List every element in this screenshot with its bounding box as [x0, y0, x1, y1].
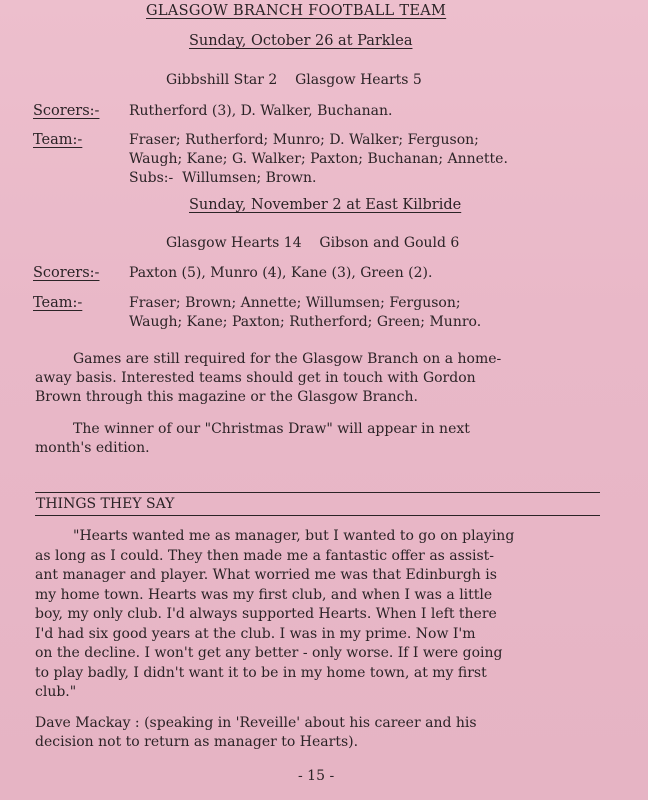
match1-scorers-label: Scorers:-: [33, 103, 100, 119]
match1-result: Gibbshill Star 2 Glasgow Hearts 5: [166, 72, 422, 88]
section-heading: THINGS THEY SAY: [36, 496, 175, 512]
section-divider-bottom: [35, 515, 600, 516]
match2-team-line: Waugh; Kane; Paxton; Rutherford; Green; Munro.: [129, 314, 482, 330]
quote-line: boy, my only club. I'd always supported Hearts. When I left there: [35, 606, 497, 622]
match2-scorers: Paxton (5), Munro (4), Kane (3), Green (2).: [129, 265, 433, 281]
quote-line: on the decline. I won't get any better - only worse. If I were going: [35, 645, 503, 661]
notice-line: The winner of our "Christmas Draw" will appear in next: [73, 421, 470, 437]
notice-line: Games are still required for the Glasgow Branch on a home-: [73, 351, 502, 367]
match1-subs: Subs:- Willumsen; Brown.: [129, 170, 317, 186]
notice-line: Brown through this magazine or the Glasgow Branch.: [35, 389, 418, 405]
match2-heading: Sunday, November 2 at East Kilbride: [189, 197, 462, 213]
attribution-line: Dave Mackay : (speaking in 'Reveille' about his career and his: [35, 715, 477, 731]
notice-line: away basis. Interested teams should get in touch with Gordon: [35, 370, 476, 386]
quote-line: as long as I could. They then made me a fantastic offer as assist-: [35, 547, 495, 564]
match1-team-line: Waugh; Kane; G. Walker; Paxton; Buchanan; Annette.: [129, 151, 508, 167]
quote: [35, 527, 603, 703]
match2-scorers-label: Scorers:-: [33, 265, 100, 281]
quote-line: my home town. Hearts was my first club, and when I was a little: [35, 586, 493, 603]
page-number: - 15 -: [298, 768, 335, 784]
quote-line: ant manager and player. What worried me was that Edinburgh is: [35, 567, 497, 583]
quote-line: "Hearts wanted me as manager, but I wanted to go on playing: [73, 528, 515, 544]
quote-line: club.": [35, 684, 77, 700]
match1-heading: Sunday, October 26 at Parklea: [189, 33, 413, 49]
notice-line: month's edition.: [35, 440, 150, 456]
attribution: [35, 714, 603, 752]
match2-result: Glasgow Hearts 14 Gibson and Gould 6: [166, 235, 460, 251]
match1-scorers: Rutherford (3), D. Walker, Buchanan.: [129, 103, 393, 119]
quote-line: I'd had six good years at the club. I was in my prime. Now I'm: [35, 625, 476, 642]
match2-team-label: Team:-: [33, 295, 83, 311]
match1-team-label: Team:-: [33, 132, 83, 148]
games-notice: [35, 350, 603, 407]
quote-line: to play badly, I didn't want it to be in my home town, at my first: [35, 664, 487, 681]
draw-notice: [35, 420, 603, 458]
page-title: GLASGOW BRANCH FOOTBALL TEAM: [146, 3, 447, 19]
section-divider-top: [35, 492, 600, 493]
attribution-line: decision not to return as manager to Hearts).: [35, 734, 359, 750]
match1-team-line: Fraser; Rutherford; Munro; D. Walker; Ferguson;: [129, 132, 479, 148]
match2-team-line: Fraser; Brown; Annette; Willumsen; Ferguson;: [129, 295, 461, 311]
